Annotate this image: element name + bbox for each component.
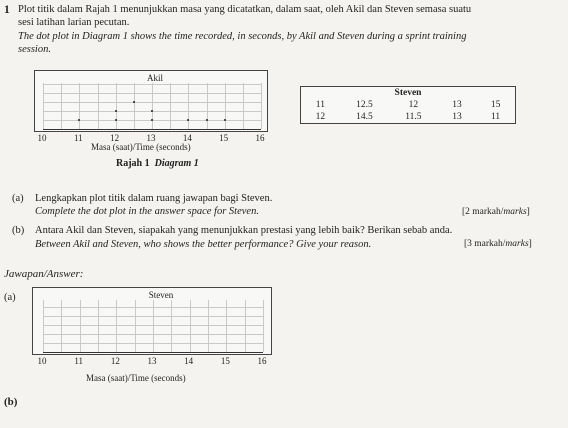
data-dot <box>115 119 117 121</box>
x-tick-label: 13 <box>147 356 157 366</box>
answer-b-label: (b) <box>4 396 18 408</box>
grid-line <box>243 83 244 129</box>
part-b-en: Between Akil and Steven, who shows the better performance? Give your reason. <box>35 239 372 250</box>
grid-line <box>261 83 262 129</box>
part-a-marks-ms: [2 markah/ <box>462 207 504 217</box>
grid-line <box>43 316 263 317</box>
steven-axis-caption: Masa (saat)/Time (seconds) <box>86 373 186 383</box>
grid-line <box>43 307 263 308</box>
data-dot <box>133 101 135 103</box>
intro-en-line2: session. <box>18 44 51 55</box>
part-b-marks-ms: [3 markah/ <box>464 239 506 249</box>
steven-table-cell: 12 <box>408 100 419 110</box>
steven-table-cell: 14.5 <box>356 112 373 122</box>
x-tick-label: 15 <box>219 133 229 143</box>
grid-line <box>152 83 153 129</box>
data-dot <box>115 110 117 112</box>
part-a-marks-en: marks <box>503 207 527 217</box>
steven-table-cell: 12.5 <box>356 100 373 110</box>
part-a-marks-close: ] <box>526 207 530 217</box>
grid-line <box>116 83 117 129</box>
part-a-ms: Lengkapkan plot titik dalam ruang jawapan bagi Steven. <box>35 193 273 204</box>
diagram-label-ms: Rajah 1 <box>116 158 150 169</box>
intro-ms-line2: sesi latihan larian pecutan. <box>18 17 130 28</box>
question-number: 1 <box>4 4 10 16</box>
grid-line <box>43 343 263 344</box>
data-dot <box>151 119 153 121</box>
steven-table-row <box>301 99 516 111</box>
steven-table-cell: 11 <box>315 100 325 110</box>
grid-line <box>43 334 263 335</box>
grid-line <box>207 83 208 129</box>
grid-line <box>225 83 226 129</box>
steven-plot-title: Steven <box>148 290 174 300</box>
grid-line <box>61 83 62 129</box>
steven-table-cell: 11 <box>491 112 501 122</box>
grid-line <box>43 83 44 129</box>
diagram-label-en: Diagram 1 <box>154 158 199 169</box>
x-axis-line <box>43 129 261 130</box>
x-tick-label: 12 <box>110 133 120 143</box>
x-tick-label: 14 <box>184 356 194 366</box>
steven-table-cell: 12 <box>315 112 326 122</box>
part-a-en: Complete the dot plot in the answer space for Steven. <box>35 206 259 217</box>
akil-plot-title: Akil <box>146 73 164 83</box>
part-a-marks <box>462 207 530 217</box>
part-b-marks-close: ] <box>528 239 532 249</box>
grid-line <box>134 83 135 129</box>
steven-answer-dot-plot[interactable] <box>32 287 272 355</box>
steven-table-cell: 11.5 <box>405 112 422 122</box>
x-tick-label: 16 <box>257 356 267 366</box>
part-b-ms: Antara Akil dan Steven, siapakah yang menunjukkan prestasi yang lebih baik? Berikan sebab anda. <box>35 225 453 236</box>
x-tick-label: 11 <box>74 356 83 366</box>
grid-line <box>43 325 263 326</box>
steven-table-title: Steven <box>394 88 422 98</box>
x-axis-line <box>43 352 263 353</box>
steven-times-table <box>300 86 516 124</box>
grid-line <box>43 102 261 103</box>
akil-dot-plot <box>34 70 268 132</box>
grid-line <box>188 83 189 129</box>
x-tick-label: 15 <box>220 356 230 366</box>
x-tick-label: 11 <box>73 133 83 143</box>
part-b-marks-en: marks <box>505 239 529 249</box>
steven-table-cell: 13 <box>452 100 462 110</box>
steven-table-cell: 15 <box>490 100 501 110</box>
x-tick-label: 12 <box>110 356 120 366</box>
akil-axis-caption: Masa (saat)/Time (seconds) <box>91 142 191 152</box>
intro-en-line1: The dot plot in Diagram 1 shows the time recorded, in seconds, by Akil and Steven during a sprint training <box>18 31 467 42</box>
steven-table-row <box>301 111 516 124</box>
part-a-label: (a) <box>12 193 24 204</box>
grid-line <box>43 93 261 94</box>
grid-line <box>79 83 80 129</box>
x-tick-label: 16 <box>255 133 265 143</box>
data-dot <box>151 110 153 112</box>
diagram-label <box>116 158 199 169</box>
answer-heading: Jawapan/Answer: <box>4 268 84 280</box>
data-dot <box>224 119 226 121</box>
grid-line <box>170 83 171 129</box>
intro-ms-line1: Plot titik dalam Rajah 1 menunjukkan masa yang dicatatkan, dalam saat, oleh Akil dan Steven semasa suatu <box>18 4 472 15</box>
grid-line <box>98 83 99 129</box>
x-tick-label: 10 <box>37 133 47 143</box>
grid-line <box>43 84 261 85</box>
x-tick-label: 13 <box>146 133 156 143</box>
part-b-label: (b) <box>12 225 25 236</box>
answer-a-label: (a) <box>4 292 16 303</box>
steven-table-cell: 13 <box>452 112 462 122</box>
data-dot <box>206 119 208 121</box>
x-tick-label: 10 <box>37 356 47 366</box>
grid-line <box>263 300 264 352</box>
x-tick-label: 14 <box>182 133 192 143</box>
part-b-marks <box>464 239 532 249</box>
